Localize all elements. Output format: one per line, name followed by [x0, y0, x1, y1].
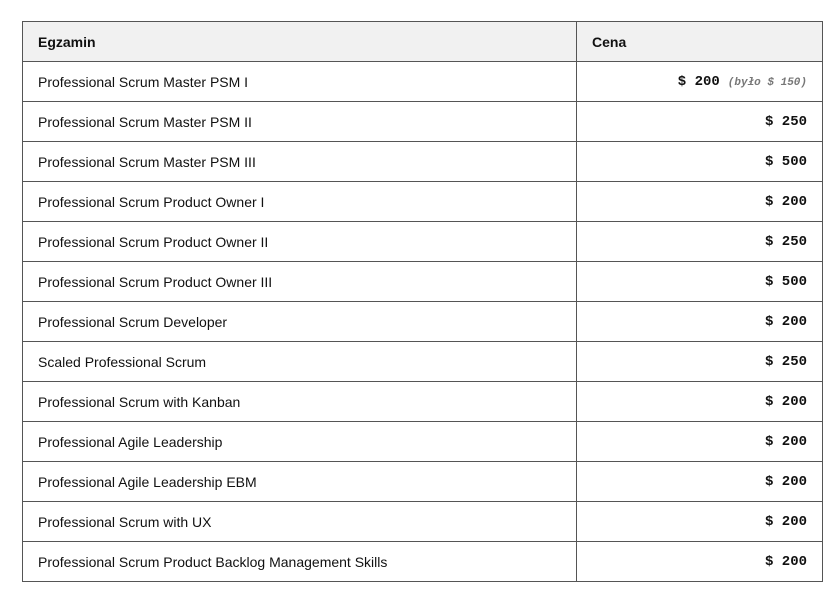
table-row	[23, 542, 823, 582]
table-row	[23, 422, 823, 462]
exam-price: $ 200	[577, 422, 823, 462]
table-row	[23, 102, 823, 142]
column-header-exam: Egzamin	[23, 22, 577, 62]
exam-price: $ 200	[577, 542, 823, 582]
column-header-price: Cena	[577, 22, 823, 62]
exam-name: Professional Scrum Product Owner III	[23, 262, 577, 302]
table-row	[23, 382, 823, 422]
exam-name: Professional Scrum with Kanban	[23, 382, 577, 422]
exam-name: Professional Agile Leadership	[23, 422, 577, 462]
table-row	[23, 502, 823, 542]
table-header-row	[23, 22, 823, 62]
exam-price: $ 250	[577, 102, 823, 142]
table-row	[23, 302, 823, 342]
exam-price: $ 200	[577, 502, 823, 542]
exam-name: Professional Scrum Developer	[23, 302, 577, 342]
exam-name: Professional Agile Leadership EBM	[23, 462, 577, 502]
table-row	[23, 262, 823, 302]
exam-name: Professional Scrum Product Owner II	[23, 222, 577, 262]
table-row	[23, 342, 823, 382]
exam-price: $ 200	[577, 382, 823, 422]
old-price: (było $ 150)	[727, 76, 807, 89]
exam-name: Scaled Professional Scrum	[23, 342, 577, 382]
exam-name: Professional Scrum with UX	[23, 502, 577, 542]
table-row	[23, 142, 823, 182]
exam-price-cell	[577, 62, 823, 102]
exam-price: $ 200	[577, 462, 823, 502]
exam-price-table-container	[22, 21, 822, 582]
exam-name: Professional Scrum Product Backlog Management Skills	[23, 542, 577, 582]
exam-price: $ 200	[577, 182, 823, 222]
exam-price: $ 500	[577, 262, 823, 302]
exam-price: $ 200	[677, 73, 720, 90]
exam-name: Professional Scrum Product Owner I	[23, 182, 577, 222]
table-row	[23, 62, 823, 102]
exam-price: $ 250	[577, 222, 823, 262]
exam-name: Professional Scrum Master PSM II	[23, 102, 577, 142]
table-row	[23, 462, 823, 502]
exam-name: Professional Scrum Master PSM III	[23, 142, 577, 182]
exam-price: $ 500	[577, 142, 823, 182]
exam-price-table	[22, 21, 823, 582]
table-row	[23, 222, 823, 262]
exam-price: $ 200	[577, 302, 823, 342]
exam-name: Professional Scrum Master PSM I	[23, 62, 577, 102]
exam-price: $ 250	[577, 342, 823, 382]
table-row	[23, 182, 823, 222]
